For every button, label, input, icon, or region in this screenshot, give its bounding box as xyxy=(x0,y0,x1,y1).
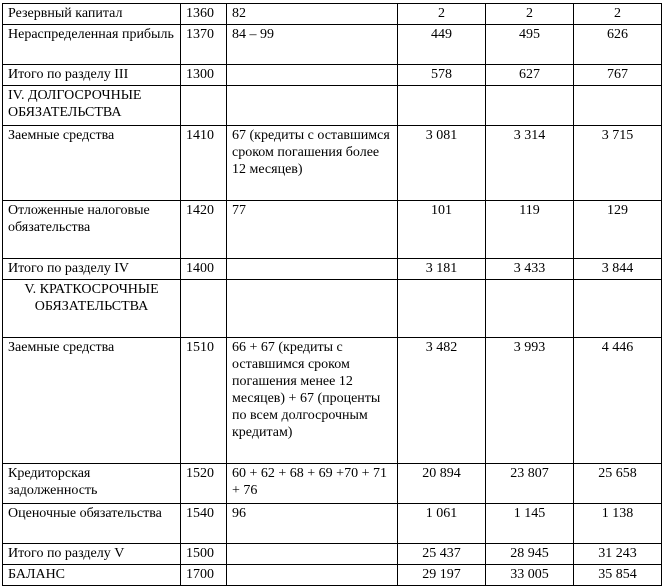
row-value-3: 3 844 xyxy=(574,259,662,280)
row-name: Заемные средства xyxy=(3,126,181,201)
row-name: Заемные средства xyxy=(3,338,181,464)
row-code: 1300 xyxy=(181,65,227,86)
row-value-2: 3 993 xyxy=(486,338,574,464)
row-code xyxy=(181,280,227,338)
row-source-accounts xyxy=(227,280,398,338)
row-value-1: 3 081 xyxy=(398,126,486,201)
row-code: 1370 xyxy=(181,25,227,65)
row-name: Нераспределенная прибыль xyxy=(3,25,181,65)
row-code xyxy=(181,86,227,126)
row-code: 1420 xyxy=(181,201,227,259)
row-source-accounts xyxy=(227,565,398,586)
row-value-2: 33 005 xyxy=(486,565,574,586)
row-code: 1520 xyxy=(181,464,227,504)
row-name: Резервный капитал xyxy=(3,4,181,25)
table-row-short-term-borrowings xyxy=(3,338,662,464)
row-value-2: 1 145 xyxy=(486,504,574,544)
row-value-2: 627 xyxy=(486,65,574,86)
table-row-deferred-tax xyxy=(3,201,662,259)
row-source-accounts xyxy=(227,544,398,565)
row-value-1: 3 482 xyxy=(398,338,486,464)
row-value-3 xyxy=(574,280,662,338)
row-value-3: 2 xyxy=(574,4,662,25)
balance-sheet-table xyxy=(2,3,662,586)
row-code: 1400 xyxy=(181,259,227,280)
row-value-3: 25 658 xyxy=(574,464,662,504)
section-heading: IV. ДОЛГОСРОЧНЫЕ ОБЯЗАТЕЛЬСТВА xyxy=(3,86,181,126)
row-name: Итого по разделу III xyxy=(3,65,181,86)
row-value-3: 31 243 xyxy=(574,544,662,565)
row-name: Итого по разделу IV xyxy=(3,259,181,280)
table-row-long-term-borrowings xyxy=(3,126,662,201)
row-source-accounts: 96 xyxy=(227,504,398,544)
row-value-2: 28 945 xyxy=(486,544,574,565)
row-value-2: 3 314 xyxy=(486,126,574,201)
row-value-2 xyxy=(486,280,574,338)
row-value-3: 767 xyxy=(574,65,662,86)
row-value-2: 2 xyxy=(486,4,574,25)
row-value-2: 495 xyxy=(486,25,574,65)
row-value-1 xyxy=(398,86,486,126)
row-value-3: 4 446 xyxy=(574,338,662,464)
row-value-1: 2 xyxy=(398,4,486,25)
row-name: Оценочные обязательства xyxy=(3,504,181,544)
row-source-accounts: 66 + 67 (кредиты с оставшимся сроком погашения менее 12 месяцев) + 67 (проценты по всем долгосрочным кредитам) xyxy=(227,338,398,464)
table-row-balance-total xyxy=(3,565,662,586)
row-value-3: 1 138 xyxy=(574,504,662,544)
section-heading: V. КРАТКОСРОЧНЫЕ ОБЯЗАТЕЛЬСТВА xyxy=(3,280,181,338)
row-value-2: 3 433 xyxy=(486,259,574,280)
row-name: Отложенные налоговые обязательства xyxy=(3,201,181,259)
table-row-section-5-header xyxy=(3,280,662,338)
table-row-accounts-payable xyxy=(3,464,662,504)
table-row-reserve-capital xyxy=(3,4,662,25)
row-code: 1360 xyxy=(181,4,227,25)
row-value-1: 3 181 xyxy=(398,259,486,280)
row-code: 1410 xyxy=(181,126,227,201)
table-row-total-section-5 xyxy=(3,544,662,565)
row-value-3: 626 xyxy=(574,25,662,65)
row-source-accounts: 67 (кредиты с оставшимся сроком погашения более 12 месяцев) xyxy=(227,126,398,201)
row-code: 1500 xyxy=(181,544,227,565)
row-name: БАЛАНС xyxy=(3,565,181,586)
row-source-accounts: 77 xyxy=(227,201,398,259)
row-value-1: 101 xyxy=(398,201,486,259)
row-value-3: 35 854 xyxy=(574,565,662,586)
row-value-1: 25 437 xyxy=(398,544,486,565)
row-value-3: 3 715 xyxy=(574,126,662,201)
table-row-estimated-liabilities xyxy=(3,504,662,544)
table-row-retained-earnings xyxy=(3,25,662,65)
table-row-total-section-3 xyxy=(3,65,662,86)
row-value-2 xyxy=(486,86,574,126)
table-row-section-4-header xyxy=(3,86,662,126)
row-code: 1540 xyxy=(181,504,227,544)
row-value-1: 29 197 xyxy=(398,565,486,586)
row-name: Итого по разделу V xyxy=(3,544,181,565)
row-name: Кредиторская задолженность xyxy=(3,464,181,504)
row-code: 1510 xyxy=(181,338,227,464)
row-source-accounts xyxy=(227,259,398,280)
row-source-accounts: 84 – 99 xyxy=(227,25,398,65)
row-value-3 xyxy=(574,86,662,126)
row-value-1: 20 894 xyxy=(398,464,486,504)
row-source-accounts xyxy=(227,65,398,86)
row-value-1: 1 061 xyxy=(398,504,486,544)
row-source-accounts: 60 + 62 + 68 + 69 +70 + 71 + 76 xyxy=(227,464,398,504)
row-value-1: 578 xyxy=(398,65,486,86)
row-source-accounts xyxy=(227,86,398,126)
row-value-1 xyxy=(398,280,486,338)
table-row-total-section-4 xyxy=(3,259,662,280)
row-value-1: 449 xyxy=(398,25,486,65)
row-value-3: 129 xyxy=(574,201,662,259)
row-source-accounts: 82 xyxy=(227,4,398,25)
row-value-2: 23 807 xyxy=(486,464,574,504)
row-value-2: 119 xyxy=(486,201,574,259)
row-code: 1700 xyxy=(181,565,227,586)
